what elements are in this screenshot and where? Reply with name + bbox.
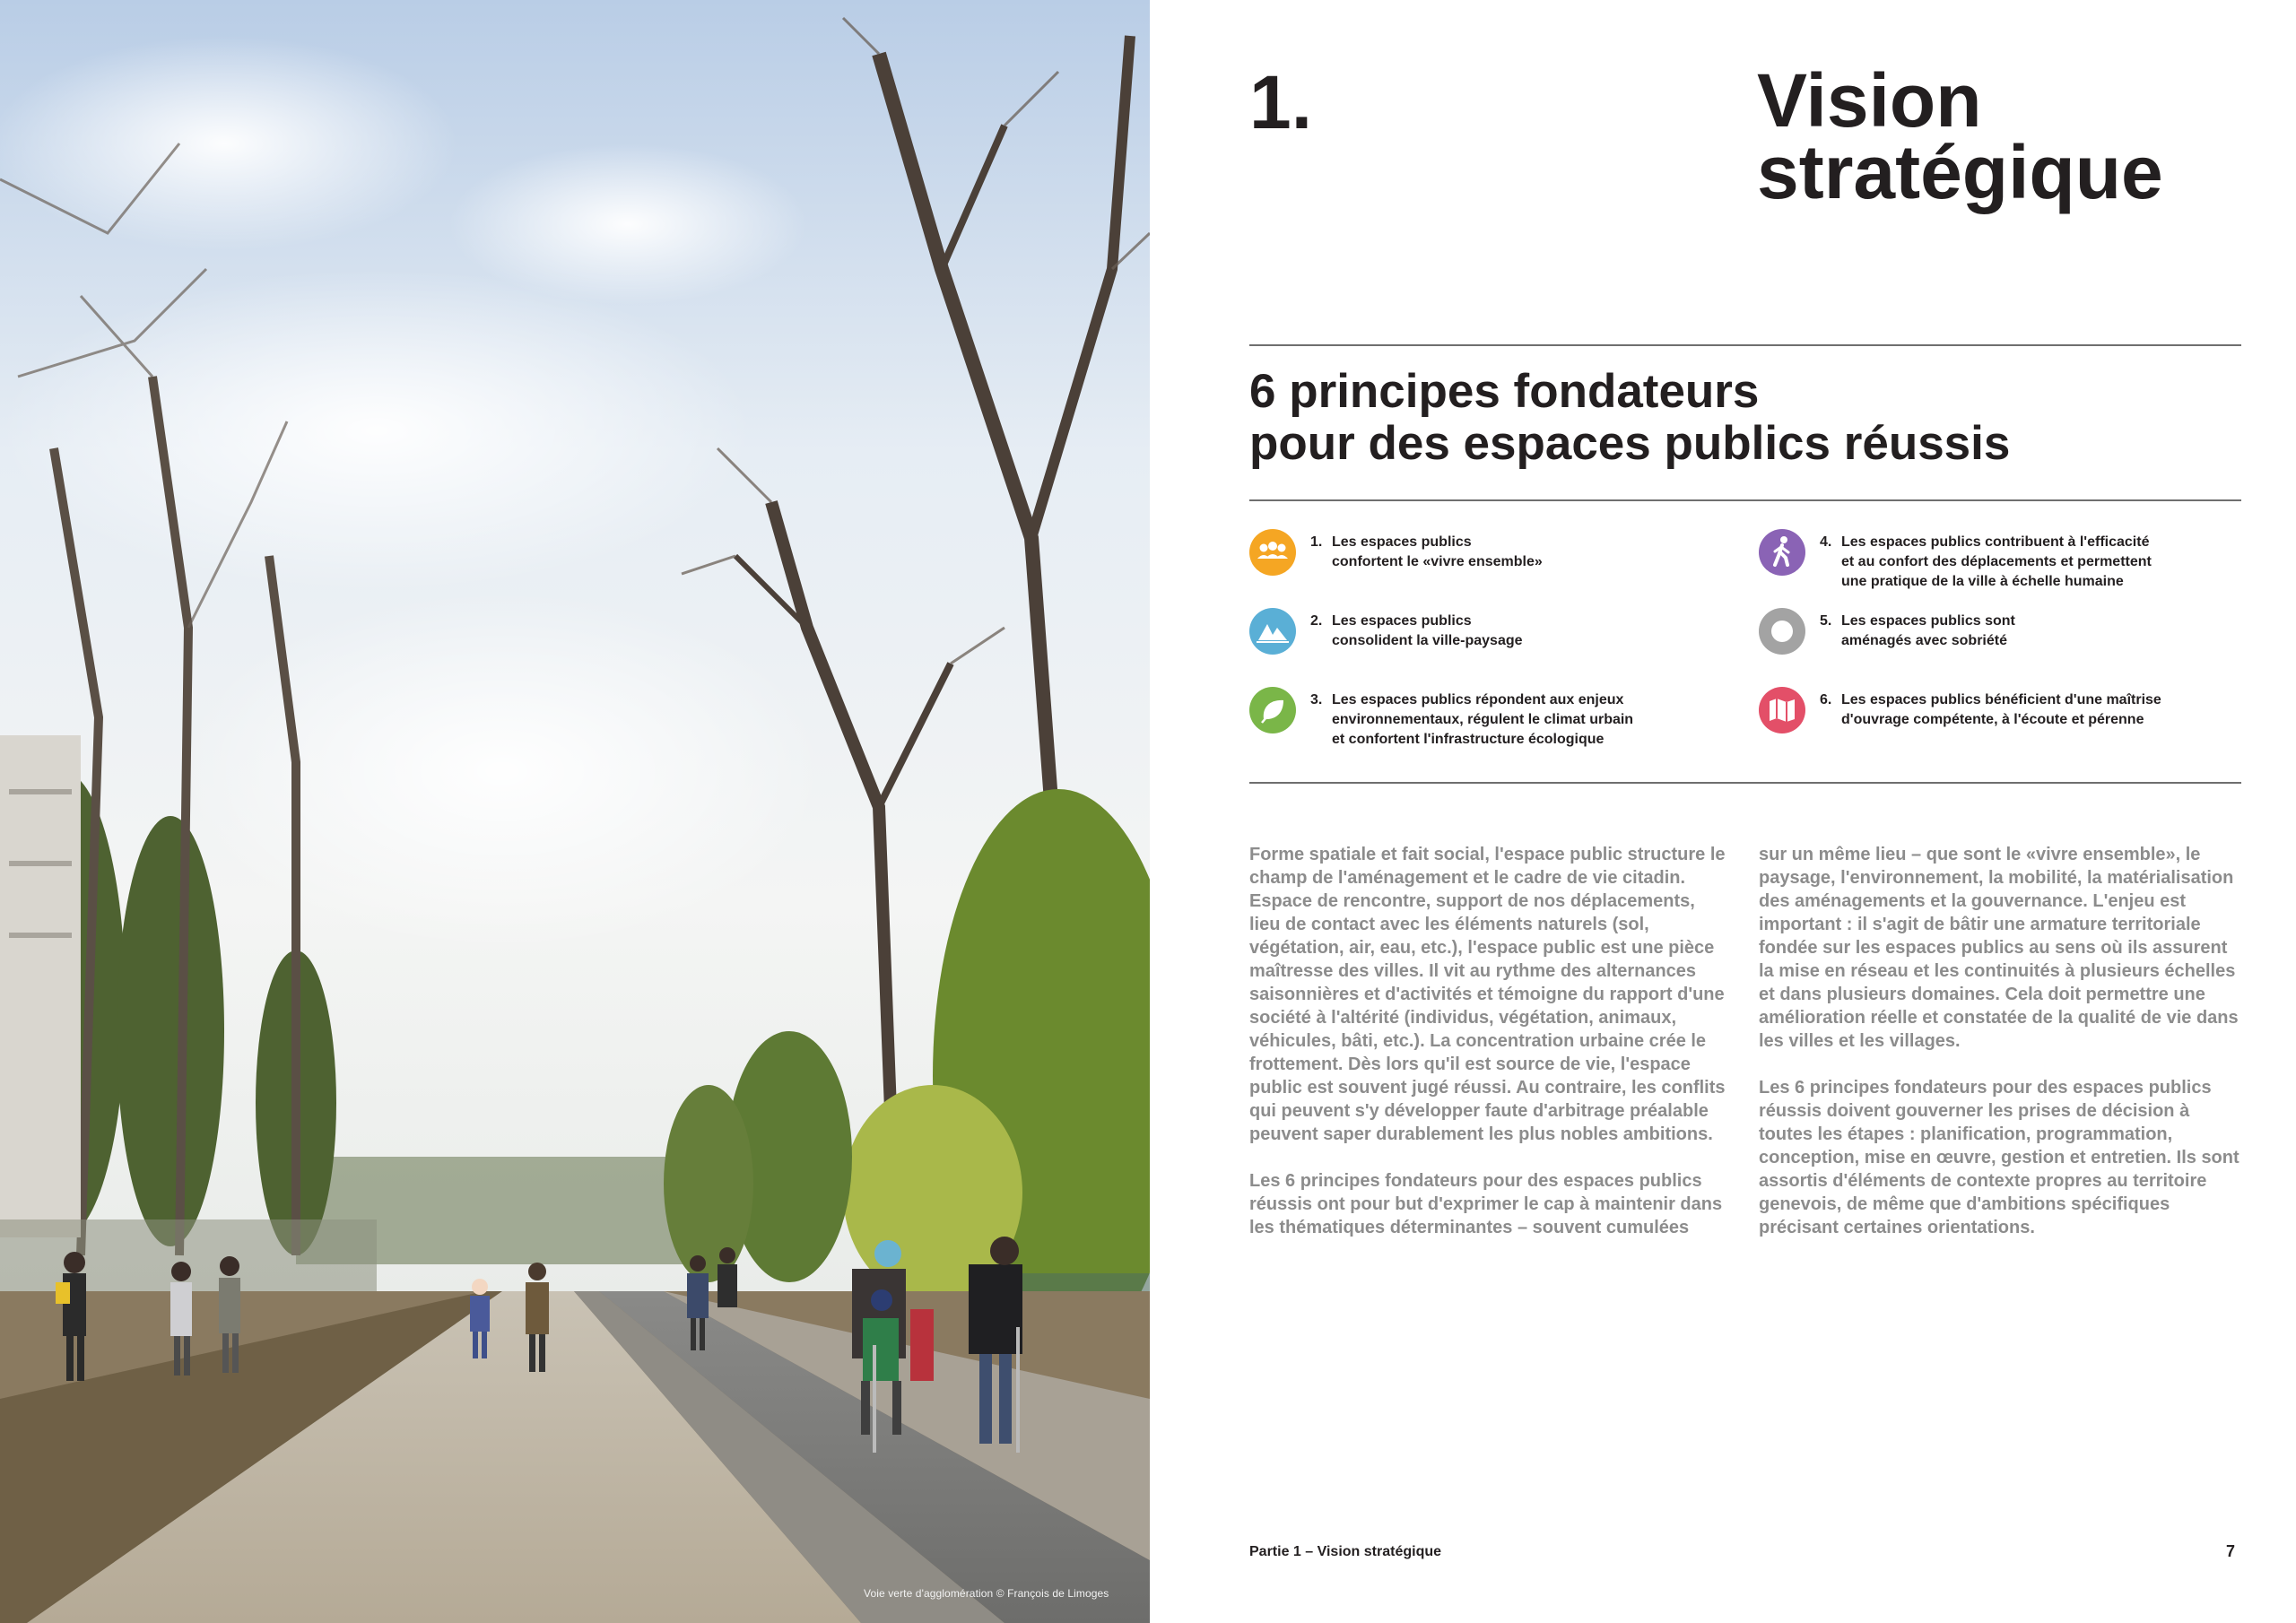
- principle-2-line-2: consolident la ville-paysage: [1332, 633, 1523, 648]
- principle-3-line-2: environnementaux, régulent le climat urbain: [1332, 712, 1634, 727]
- principle-4-line-1: Les espaces publics contribuent à l'efficacité: [1841, 534, 2150, 550]
- principle-4-number: 4.: [1820, 534, 1832, 550]
- principle-4-line-2: et au confort des déplacements et permettent: [1841, 554, 2152, 569]
- map-icon: [1759, 687, 1805, 733]
- principle-6-line-1: Les espaces publics bénéficient d'une maîtrise: [1841, 692, 2161, 707]
- page-number: 7: [2226, 1542, 2236, 1560]
- principle-2-number: 2.: [1310, 613, 1323, 629]
- body-column-1: [1249, 843, 1730, 1263]
- principle-1-text: [1332, 533, 1718, 572]
- principle-1-line-1: Les espaces publics: [1332, 534, 1472, 550]
- principle-4-line-3: une pratique de la ville à échelle humaine: [1841, 574, 2124, 589]
- people-group-icon: [1249, 529, 1296, 576]
- landscape-icon: [1249, 608, 1296, 655]
- principle-5-text: [1841, 612, 2227, 651]
- leaf-icon: [1249, 687, 1296, 733]
- principle-6-number: 6.: [1820, 692, 1832, 707]
- principle-5-number: 5.: [1820, 613, 1832, 629]
- principle-2-text: [1332, 612, 1718, 651]
- chapter-title-line-2: stratégique: [1757, 130, 2163, 214]
- principle-6-text: [1841, 690, 2227, 730]
- principle-3-line-3: et confortent l'infrastructure écologique: [1332, 732, 1605, 747]
- principle-5-line-1: Les espaces publics sont: [1841, 613, 2015, 629]
- principle-1-number: 1.: [1310, 534, 1323, 550]
- principle-4-text: [1841, 533, 2227, 592]
- photo-caption: Voie verte d'agglomération © François de Limoges: [864, 1587, 1109, 1600]
- principle-3-text: [1332, 690, 1718, 750]
- chapter-title-line-1: Vision: [1757, 58, 1982, 143]
- body-col1-paragraph-1: Forme spatiale et fait social, l'espace public structure le champ de l'aménagement et le cadre de vie citadin. Espace de rencontre, support de nos déplacements, lieu de contact avec les éléments naturels (sol, végétation, air, eau, etc.), l'espace public est une pièce maîtresse des villes. Il vit au rythme des alternances saisonnières et d'activités et témoigne du rapport d'une société à l'altérité (individus, végétation, animaux, véhicules, bâti, etc.). La concentration urbaine crée le frottement. Dès lors qu'il est source de vie, l'espace public est souvent jugé réussi. Au contraire, les conflits qui peuvent s'y développer faute d'arbitrage préalable peuvent saper durablement les plus nobles ambitions.: [1249, 845, 1726, 1144]
- principle-5-line-2: aménagés avec sobriété: [1841, 633, 2007, 648]
- principle-1-line-2: confortent le «vivre ensemble»: [1332, 554, 1543, 569]
- principle-6-line-2: d'ouvrage compétente, à l'écoute et pérenne: [1841, 712, 2144, 727]
- section-title: [1249, 366, 2236, 470]
- text-page: [1150, 0, 2296, 1623]
- divider-top: [1249, 344, 2241, 346]
- divider-middle: [1249, 499, 2241, 501]
- principle-2-line-1: Les espaces publics: [1332, 613, 1472, 629]
- body-col2-paragraph-2: Les 6 principes fondateurs pour des espaces publics réussis doivent gouverner les prises de décision à toutes les étapes : planification, programmation, conception, mise en œuvre, gestion et entretien. Ils sont assortis d'éléments de contexte propres au territoire genevois, de même que d'ambitions spécifiques précisant certaines orientations.: [1759, 1078, 2239, 1237]
- chapter-number: 1.: [1249, 60, 1313, 144]
- body-col1-paragraph-2: Les 6 principes fondateurs pour des espaces publics réussis ont pour but d'exprimer le cap à maintenir dans les thématiques déterminantes – souvent cumulées: [1249, 1171, 1723, 1237]
- walking-person-icon: [1759, 529, 1805, 576]
- section-title-line-1: 6 principes fondateurs: [1249, 365, 1760, 418]
- divider-bottom: [1249, 782, 2241, 784]
- principle-3-number: 3.: [1310, 692, 1323, 707]
- principle-3-line-1: Les espaces publics répondent aux enjeux: [1332, 692, 1624, 707]
- body-column-2: [1759, 843, 2239, 1263]
- body-col2-paragraph-1: sur un même lieu – que sont le «vivre ensemble», le paysage, l'environnement, la mobilité, la matérialisation des aménagements et la gouvernance. L'enjeu est important : il s'agit de bâtir une armature territoriale fondée sur les espaces publics au sens où ils assurent la mise en réseau et les continuités à plusieurs échelles et dans plusieurs domaines. Cela doit permettre une amélioration réelle et constatée de la qualité de vie dans les villes et les villages.: [1759, 845, 2239, 1051]
- ring-icon: [1759, 608, 1805, 655]
- running-footer: Partie 1 – Vision stratégique: [1249, 1544, 1442, 1559]
- principles-list: [1249, 529, 2241, 762]
- section-title-line-2: pour des espaces publics réussis: [1249, 417, 2011, 470]
- chapter-title: [1757, 58, 2259, 214]
